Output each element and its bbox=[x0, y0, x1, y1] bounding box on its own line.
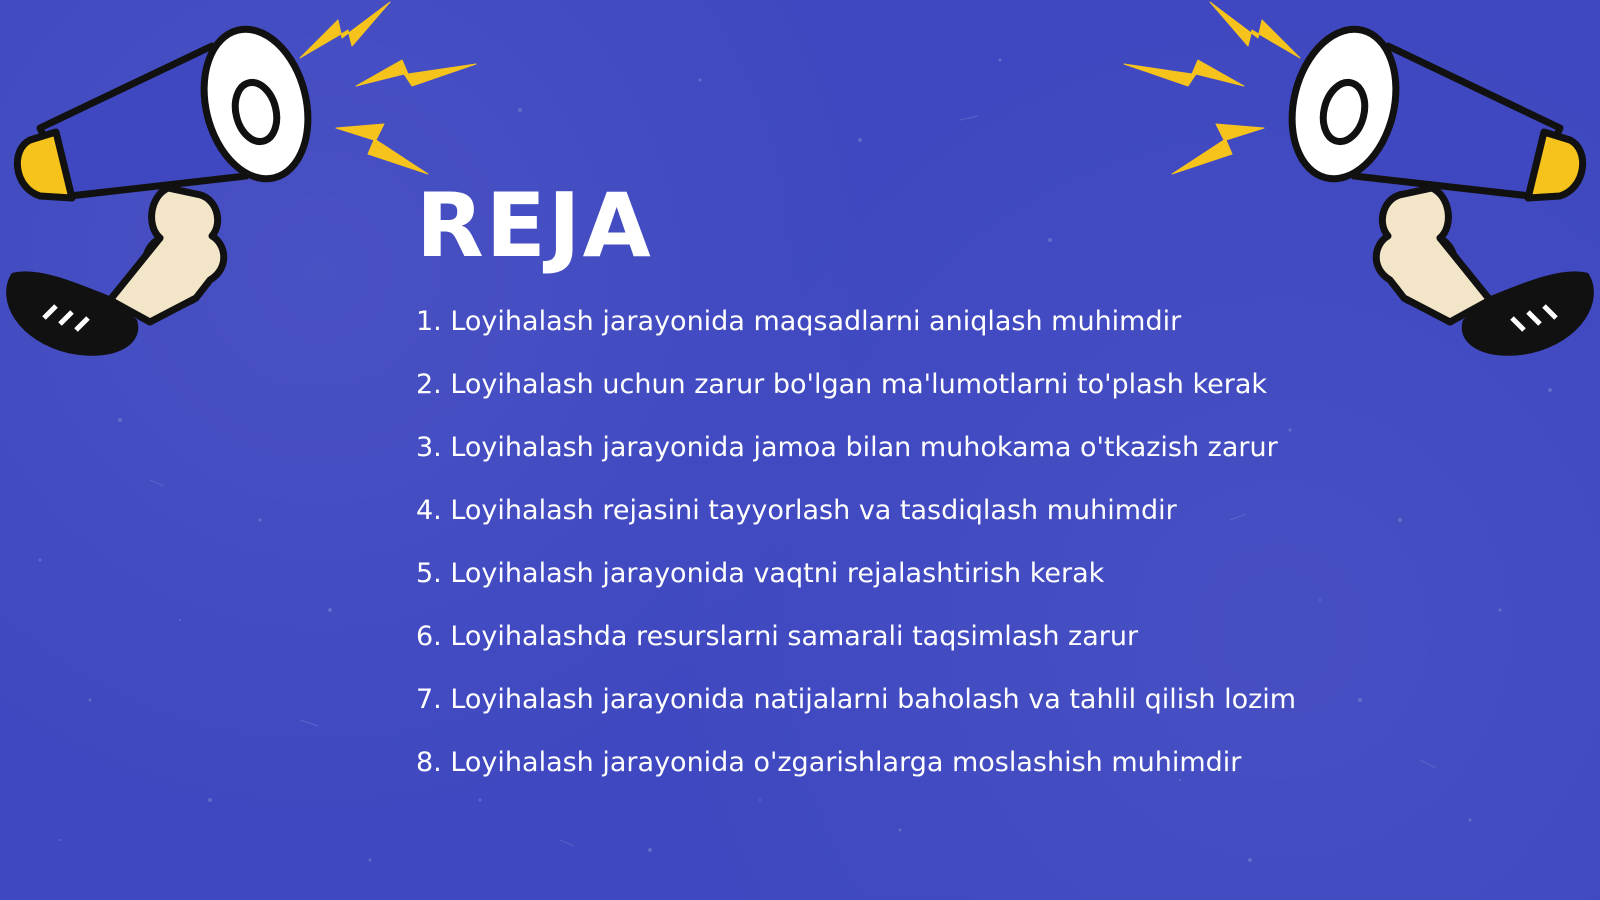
plan-item: 7. Loyihalash jarayonida natijalarni baholash va tahlil qilish lozim bbox=[416, 684, 1297, 715]
slide-title: REJA bbox=[416, 174, 653, 277]
plan-item: 2. Loyihalash uchun zarur bo'lgan ma'lumotlarni to'plash kerak bbox=[416, 369, 1268, 400]
plan-item: 3. Loyihalash jarayonida jamoa bilan muhokama o'tkazish zarur bbox=[416, 432, 1278, 463]
plan-item: 8. Loyihalash jarayonida o'zgarishlarga moslashish muhimdir bbox=[416, 747, 1242, 778]
plan-item: 6. Loyihalashda resurslarni samarali taqsimlash zarur bbox=[416, 621, 1139, 652]
plan-item: 1. Loyihalash jarayonida maqsadlarni aniqlash muhimdir bbox=[416, 306, 1182, 337]
plan-item: 4. Loyihalash rejasini tayyorlash va tasdiqlash muhimdir bbox=[416, 495, 1177, 526]
lightning-bolt-icon bbox=[300, 2, 476, 174]
plan-list bbox=[416, 290, 1316, 794]
plan-item: 5. Loyihalash jarayonida vaqtni rejalashtirish kerak bbox=[416, 558, 1105, 589]
megaphone-icon bbox=[0, 0, 480, 370]
lightning-bolt-icon bbox=[1124, 2, 1300, 174]
